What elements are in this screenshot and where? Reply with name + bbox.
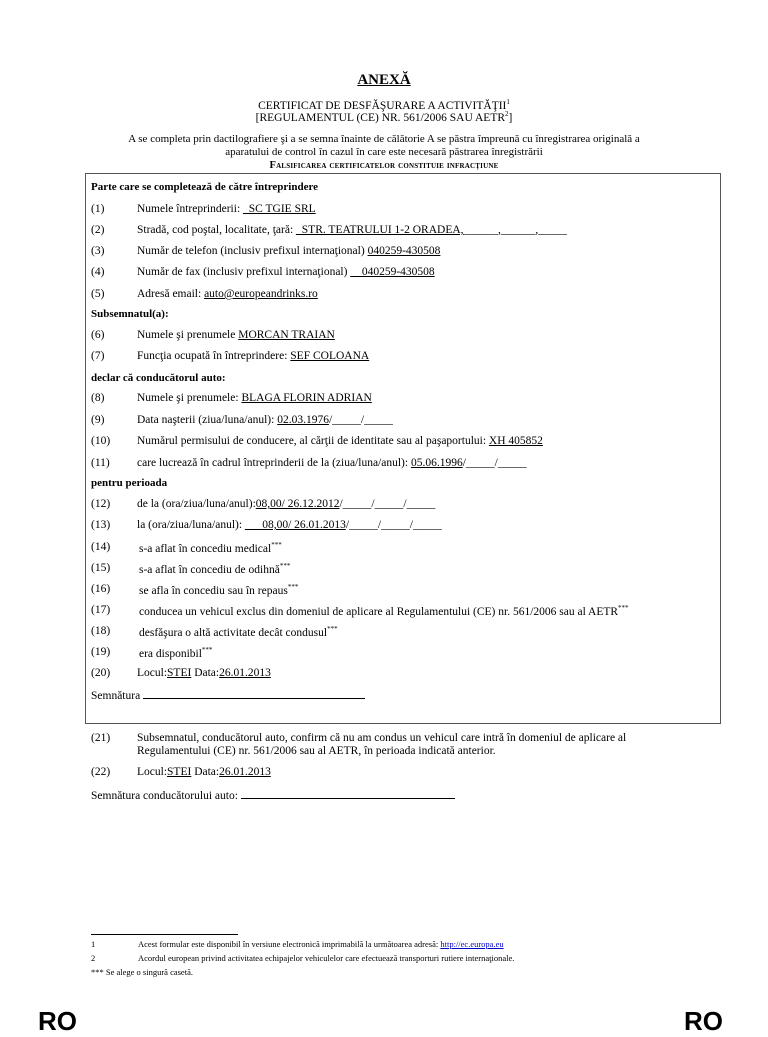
driver-signature-line	[241, 788, 455, 799]
row-driver-signature: Semnătura conducătorului auto:	[91, 788, 455, 802]
fax-value: __040259-430508	[350, 266, 435, 278]
section-header-driver: declar că conducătorul auto:	[91, 372, 226, 384]
page-title: ANEXĂ	[357, 72, 411, 88]
section-header-company: Parte care se completează de către întreprindere	[91, 181, 319, 193]
regulation-reference: [REGULAMENTUL (CE) NR. 561/2006 SAU AETR$^2$]	[255, 110, 513, 124]
period-from-value: 08,00/ 26.12.2012	[255, 498, 340, 510]
row-company-signature: Semnătura	[91, 688, 365, 702]
certificate-title: CERTIFICAT DE DESFĂŞURARE A ACTIVITĂŢII$^1$	[258, 98, 510, 112]
driver-place-value: STEI	[167, 766, 192, 778]
section-header-undersigned: Subsemnatul(a):	[91, 308, 169, 320]
address-value: _STR. TEATRULUI 1-2 ORADEA,	[296, 224, 464, 236]
signature-line	[143, 688, 365, 699]
driver-date-value: 26.01.2013	[219, 766, 271, 778]
position-value: SEF COLOANA	[290, 350, 370, 362]
footnote-link[interactable]: http://ec.europa.eu	[440, 939, 504, 949]
footnote-3: *** Se alege o singură casetă.	[91, 967, 193, 977]
instruction-line-2: aparatului de control în cazul în care este necesară păstrarea înregistrării	[225, 146, 543, 158]
footnote-rule	[91, 934, 238, 935]
date-value: 26.01.2013	[219, 667, 271, 679]
page-mark-left: RO	[38, 1006, 77, 1036]
employment-date-value: 05.06.1996	[410, 457, 463, 469]
forgery-warning: Falsificarea certificatelor constituie infracţiune	[269, 160, 499, 171]
undersigned-name-value: MORCAN TRAIAN	[238, 329, 335, 341]
instruction-line-1: A se completa prin dactilografiere şi a se semna înainte de călătorie A se păstra împreună cu înregistrarea originală a	[128, 133, 640, 145]
section-header-period: pentru perioada	[91, 477, 168, 489]
driver-name-value: BLAGA FLORIN ADRIAN	[241, 392, 372, 404]
footnote-2: 2 Acordul european privind activitatea echipajelor vehiculelor care efectuează transporturi rutiere internaţionale.	[91, 953, 515, 963]
email-value: auto@europeandrinks.ro	[204, 288, 318, 300]
period-to-value: ___08,00/ 26.01.2013	[244, 519, 346, 531]
phone-value: 040259-430508	[367, 245, 441, 257]
page-mark-right: RO	[684, 1006, 723, 1036]
place-value: STEI	[167, 667, 192, 679]
company-name-value: _SC TGIE SRL	[243, 203, 316, 215]
footnote-1: 1 Acest formular este disponibil în versiune electronică imprimabilă la următoarea adresă: http://ec.europa.eu	[91, 939, 504, 949]
birth-date-value: 02.03.1976	[277, 414, 329, 426]
license-number-value: XH 405852	[488, 435, 543, 447]
